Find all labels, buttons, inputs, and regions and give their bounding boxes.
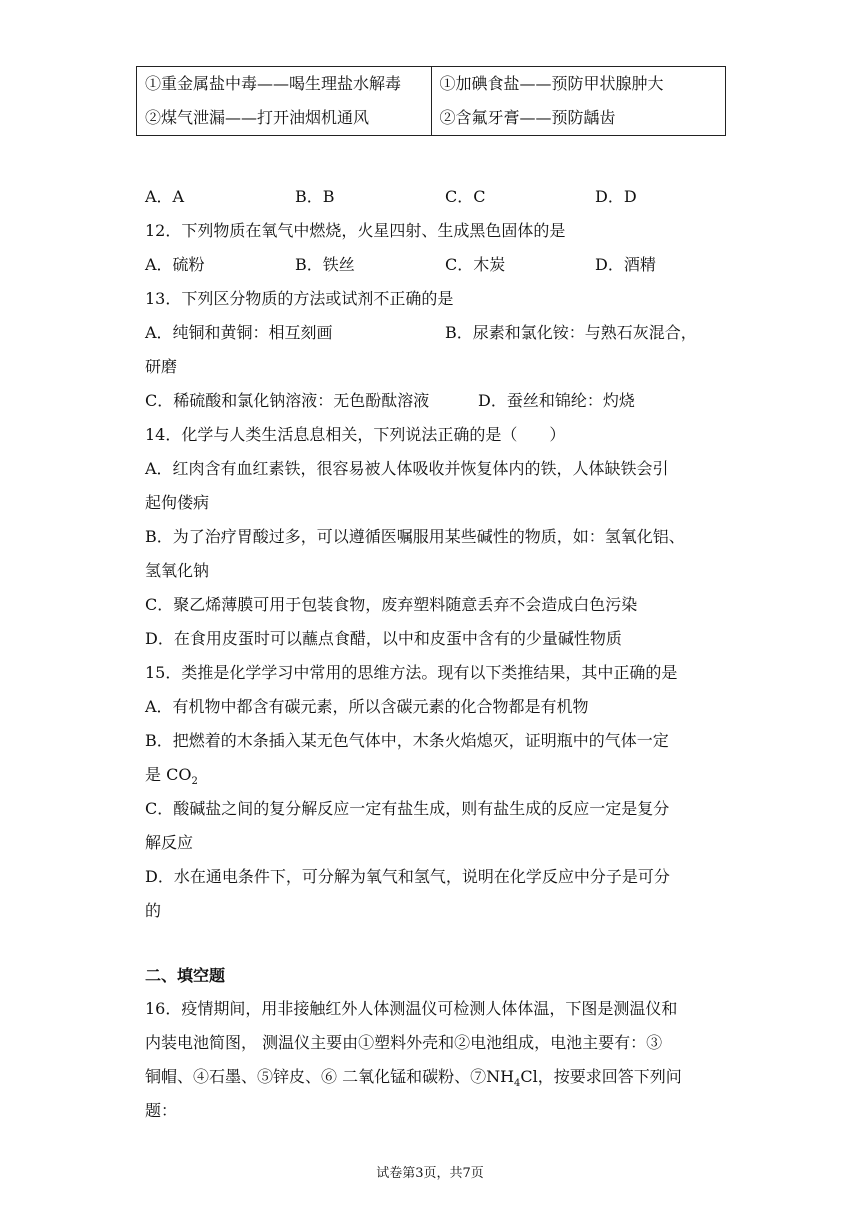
q15-b-subscript: 2 [191,776,198,788]
table-cell-left [137,67,432,136]
q16-line-2: 内装电池简图， 测温仪主要由①塑料外壳和②电池组成，电池主要有：③ [145,1033,663,1052]
q14-option-a: A．红肉含有血红素铁，很容易被人体吸收并恢复体内的铁，人体缺铁会引 [145,459,669,478]
q13-option-b-cont: 研磨 [145,357,178,376]
table-line: ②含氟牙膏——预防龋齿 [439,108,616,127]
q13-option-d: D．蚕丝和锦纶：灼烧 [478,391,635,410]
q11-option-b: B．B [295,187,335,206]
q15-option-b: B．把燃着的木条插入某无色气体中，木条火焰熄灭，证明瓶中的气体一定 [145,731,669,750]
q15-option-c-cont: 解反应 [145,833,194,852]
q13-stem: 13．下列区分物质的方法或试剂不正确的是 [145,289,454,308]
q16-line-3-text: 铜帽、④石墨、⑤锌皮、⑥ 二氧化锰和碳粉、⑦NH [145,1067,515,1086]
q12-option-a: A．硫粉 [145,255,205,274]
q11-option-a: A．A [145,187,185,206]
q12-option-d: D．酒精 [595,255,656,274]
q16-line-3 [145,1067,682,1094]
q15-option-c: C．酸碱盐之间的复分解反应一定有盐生成，则有盐生成的反应一定是复分 [145,799,670,818]
q15-option-d-cont: 的 [145,901,162,920]
q15-b-text: 是 CO [145,765,192,784]
options-table [136,66,726,136]
q15-option-a: A．有机物中都含有碳元素，所以含碳元素的化合物都是有机物 [145,697,589,716]
q14-option-d: D．在食用皮蛋时可以蘸点食醋，以中和皮蛋中含有的少量碱性物质 [145,629,622,648]
q13-option-a: A．纯铜和黄铜：相互刻画 [145,323,333,342]
q14-option-b: B．为了治疗胃酸过多，可以遵循医嘱服用某些碱性的物质，如：氢氧化铝、 [145,527,685,546]
q11-option-d: D．D [595,187,637,206]
page-footer: 试卷第3页，共7页 [376,1166,484,1181]
q14-stem: 14．化学与人类生活息息相关，下列说法正确的是（ ） [145,425,566,444]
q14-option-b-cont: 氢氧化钠 [145,561,210,580]
table-line: ②煤气泄漏——打开油烟机通风 [145,108,370,127]
q15-option-b-cont [145,765,198,792]
section-heading: 二、填空题 [145,966,226,985]
q16-line-3-post: Cl，按要求回答下列问 [520,1067,682,1086]
q14-option-c: C．聚乙烯薄膜可用于包装食物，废弃塑料随意丢弃不会造成白色污染 [145,595,638,614]
q12-option-b: B．铁丝 [295,255,355,274]
q13-option-b: B．尿素和氯化铵：与熟石灰混合， [445,323,697,342]
table-line: ①加碘食盐——预防甲状腺肿大 [439,74,664,93]
q12-stem: 12．下列物质在氧气中燃烧，火星四射、生成黑色固体的是 [145,221,566,240]
q16-subscript: 4 [514,1078,521,1090]
q12-option-c: C．木炭 [445,255,506,274]
q16-line-4: 题： [145,1101,178,1120]
table-cell-right [431,67,726,136]
q15-option-d: D．水在通电条件下，可分解为氧气和氢气，说明在化学反应中分子是可分 [145,867,670,886]
q11-option-c: C．C [445,187,486,206]
q14-option-a-cont: 起佝偻病 [145,493,210,512]
q16-line-1: 16．疫情期间，用非接触红外人体测温仪可检测人体体温，下图是测温仪和 [145,999,678,1018]
q13-option-c: C．稀硫酸和氯化钠溶液：无色酚酞溶液 [145,391,430,410]
table-line: ①重金属盐中毒——喝生理盐水解毒 [145,74,402,93]
q15-stem: 15．类推是化学学习中常用的思维方法。现有以下类推结果，其中正确的是 [145,663,678,682]
